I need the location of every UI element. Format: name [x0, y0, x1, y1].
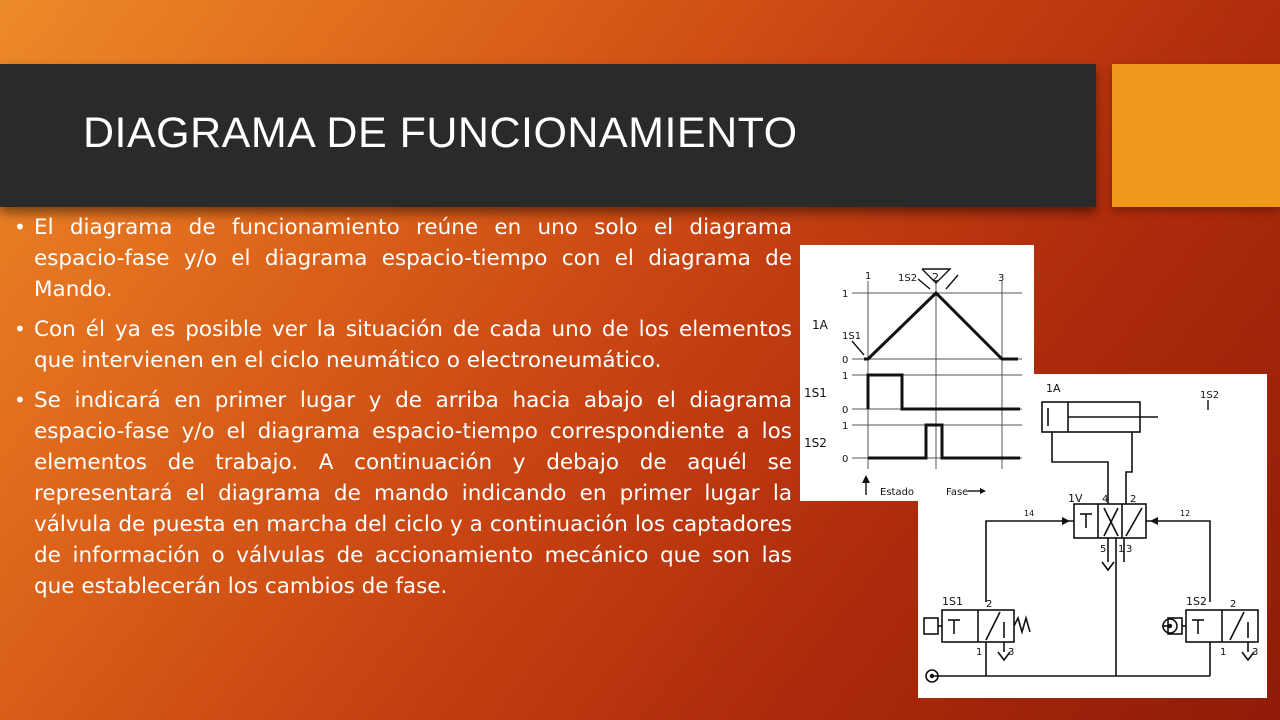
limit-switch-label: 1S2 — [1200, 390, 1220, 401]
timing-diagram — [800, 245, 1034, 501]
level-low: 0 — [842, 454, 849, 465]
port-label: 2 — [1130, 494, 1137, 505]
port-label: 3 — [1008, 647, 1015, 658]
level-low: 0 — [842, 405, 849, 416]
bullet-item — [14, 314, 792, 376]
trace-1s2 — [868, 425, 1020, 458]
bullet-text: Con él ya es posible ver la situación de cada uno de los elementos que intervienen en el ciclo neumático o electroneumático. — [34, 317, 792, 373]
bullet-list — [14, 212, 792, 611]
axis-state-label: Estado — [880, 487, 915, 498]
level-high: 1 — [842, 371, 849, 382]
level-high: 1 — [842, 421, 849, 432]
left-valve-label: 1S1 — [942, 595, 963, 608]
signal-label-top: 1S2 — [898, 273, 918, 284]
bullet-dot: • — [14, 388, 26, 412]
bullet-text: El diagrama de funcionamiento reúne en uno solo el diagrama espacio-fase y/o el diagrama espacio-tiempo con el diagrama de Mando. — [34, 215, 792, 302]
bullet-item — [14, 212, 792, 305]
port-label: 2 — [986, 599, 993, 610]
level-low: 0 — [842, 355, 849, 366]
trace-1a — [864, 293, 1018, 359]
level-high: 1 — [842, 289, 849, 300]
bullet-dot: • — [14, 215, 26, 239]
port-label: 1 — [976, 647, 983, 658]
bullet-dot: • — [14, 317, 26, 341]
port-label: 5 — [1100, 544, 1107, 555]
axis-phase-label: Fase — [946, 487, 969, 498]
port-label: 3 — [1252, 647, 1259, 658]
phase-label: 1 — [865, 271, 872, 282]
phase-label: 2 — [932, 271, 939, 284]
pilot-label: 14 — [1024, 509, 1035, 518]
port-label: 3 — [1126, 544, 1133, 555]
port-label: 1 — [1220, 647, 1227, 658]
bullet-text: Se indicará en primer lugar y de arriba hacia abajo el diagrama espacio-fase y/o el diagrama espacio-tiempo correspondiente a los elementos de trabajo. A continuación y debajo de aquél se representará el diagrama de mando indicando en primer lugar la válvula de puesta en marcha del ciclo y a continuación los captadores de información o válvulas de accionamiento mecánico que son las que establecerán los cambios de fase. — [34, 388, 792, 599]
slide-title: DIAGRAMA DE FUNCIONAMIENTO — [83, 109, 798, 157]
main-valve-label: 1V — [1068, 492, 1083, 505]
row-label: 1S1 — [804, 386, 827, 400]
timing-figure — [800, 245, 1034, 501]
port-label: 2 — [1230, 599, 1237, 610]
row-label: 1A — [812, 318, 828, 332]
pilot-label: 12 — [1180, 509, 1191, 518]
bullet-item — [14, 385, 792, 602]
signal-label-small: 1S1 — [842, 331, 862, 342]
trace-1s1 — [868, 375, 1020, 409]
right-valve-label: 1S2 — [1186, 595, 1207, 608]
accent-square — [1112, 64, 1280, 207]
cylinder-label: 1A — [1046, 382, 1061, 395]
phase-label: 3 — [998, 273, 1005, 284]
row-label: 1S2 — [804, 436, 827, 450]
port-label: 1 — [1118, 544, 1125, 555]
port-label: 4 — [1102, 494, 1109, 505]
